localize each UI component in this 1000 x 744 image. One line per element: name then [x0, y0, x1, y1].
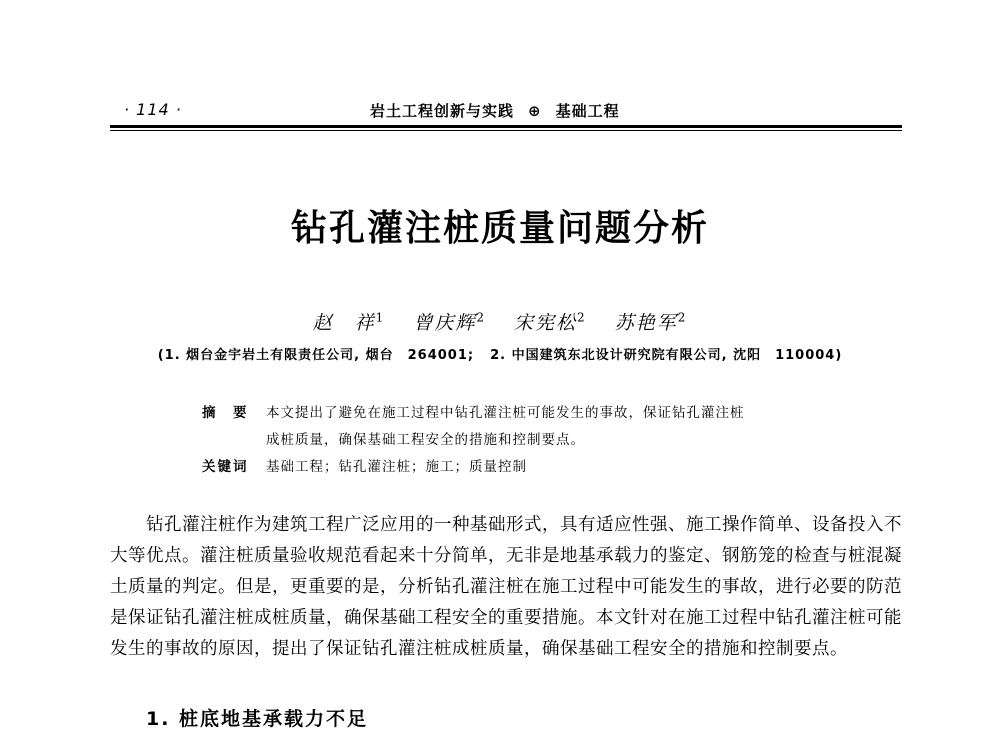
author: [313, 312, 386, 334]
keywords-row: [202, 454, 842, 481]
abstract-row: [202, 400, 842, 427]
author-name: 苏艳军: [614, 312, 678, 334]
abstract-block: [202, 400, 842, 481]
author-list: [0, 308, 1000, 335]
author-affiliation-mark: 2: [677, 310, 688, 325]
abstract-text-line-1: 本文提出了避免在施工过程中钻孔灌注桩可能发生的事故，保证钻孔灌注桩: [266, 405, 745, 421]
author: [514, 312, 587, 334]
author-name: 曾庆辉: [413, 312, 477, 334]
affiliation-1: (1. 烟台金宇岩土有限责任公司, 烟台 264001;: [157, 348, 475, 363]
abstract-text-line-2: 成桩质量，确保基础工程安全的措施和控制要点。: [266, 432, 585, 448]
author-affiliation-mark: 2: [577, 310, 587, 325]
author-affiliation-mark: 1: [375, 310, 386, 325]
author-name: 赵 祥: [312, 312, 376, 334]
abstract-row-continued: [202, 427, 842, 454]
author: [615, 312, 688, 334]
journal-name: 岩土工程创新与实践: [370, 102, 515, 120]
body-text: [110, 510, 902, 665]
paper-title: 钻孔灌注桩质量问题分析: [290, 207, 709, 249]
journal-title-line: [370, 100, 620, 121]
abstract-label: 摘 要: [202, 405, 249, 421]
running-header: [110, 96, 902, 122]
section-name: 基础工程: [555, 102, 620, 120]
section-heading: 1. 桩底地基承载力不足: [146, 708, 369, 730]
affiliation-2: 2. 中国建筑东北设计研究院有限公司, 沈阳 110004): [490, 348, 843, 363]
keywords-label: 关键词: [202, 459, 249, 475]
header-rule-thick: [110, 125, 902, 128]
separator-icon: ⊕: [528, 102, 542, 120]
body-paragraph: 钻孔灌注桩作为建筑工程广泛应用的一种基础形式，具有适应性强、施工操作简单、设备投入不大等优点。灌注桩质量验收规范看起来十分简单，无非是地基承载力的鉴定、钢筋笼的检查与桩混凝土质量的判定。但是，更重要的是，分析钻孔灌注桩在施工过程中可能发生的事故，进行必要的防范是保证钻孔灌注桩成桩质量，确保基础工程安全的重要措施。本文针对在施工过程中钻孔灌注桩可能发生的事故的原因，提出了保证钻孔灌注桩成桩质量，确保基础工程安全的措施和控制要点。: [110, 515, 902, 659]
affiliations: [0, 344, 1000, 363]
author-affiliation-mark: 2: [476, 310, 486, 325]
keywords-text: 基础工程；钻孔灌注桩；施工；质量控制: [266, 459, 527, 475]
page-number: · 114 ·: [124, 100, 182, 119]
author-name: 宋宪松: [514, 312, 578, 334]
author: [413, 312, 486, 334]
header-rule-thin: [110, 130, 902, 131]
